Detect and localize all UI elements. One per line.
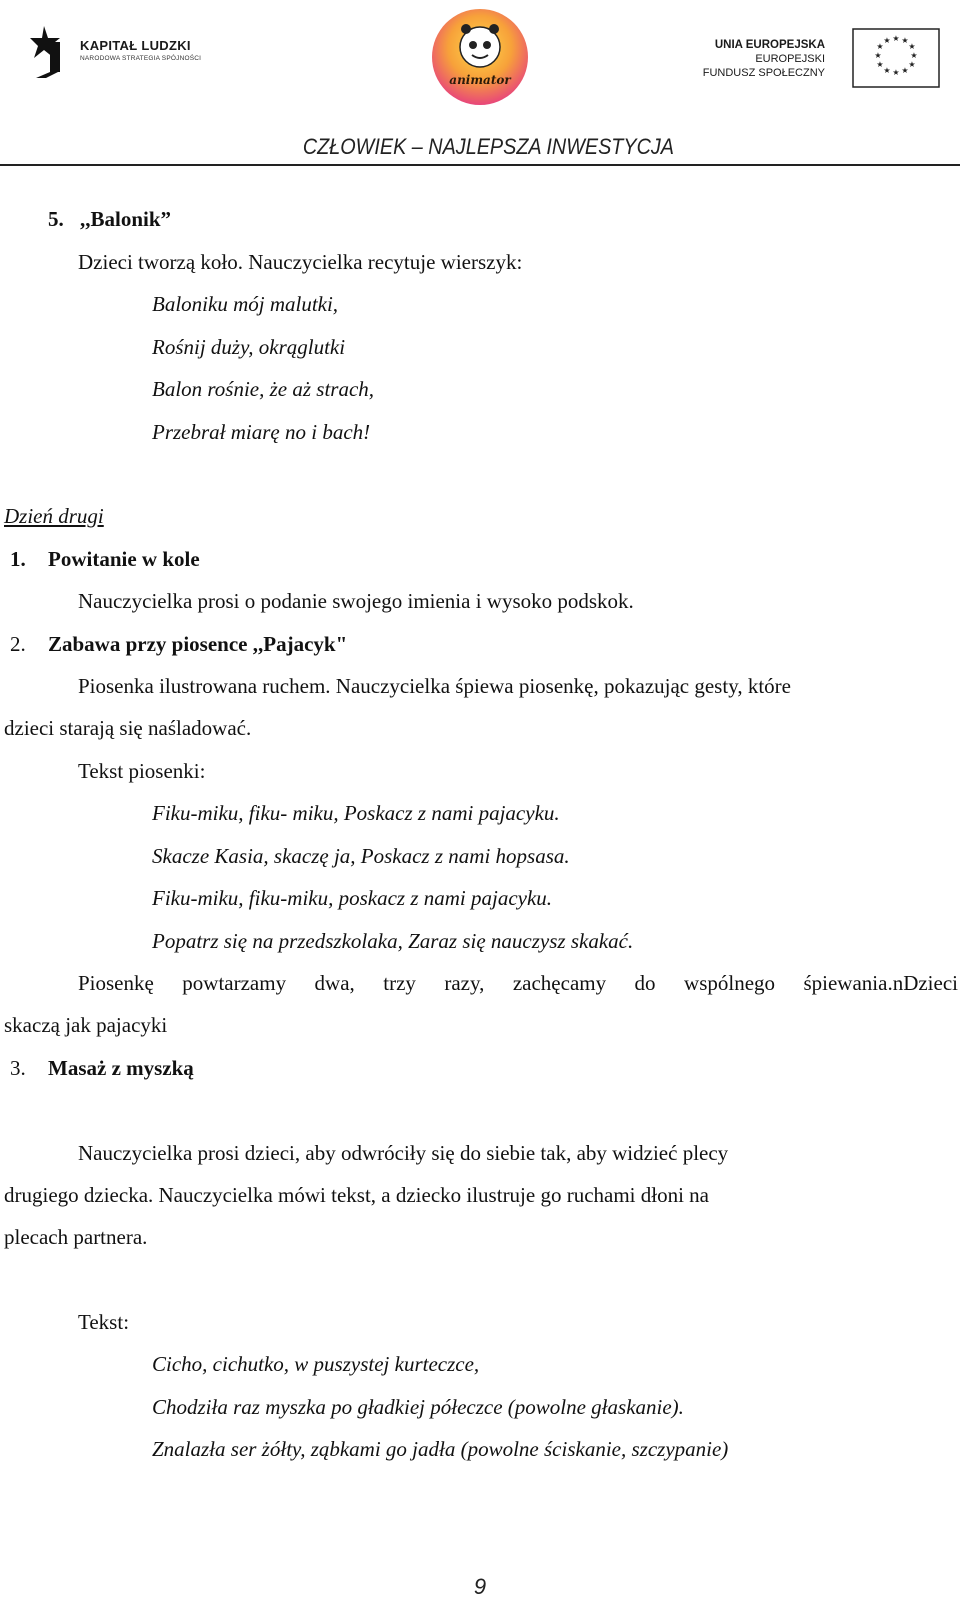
eu-line-1: UNIA EUROPEJSKA: [714, 39, 825, 51]
svg-text:★: ★: [883, 66, 891, 75]
svg-text:★: ★: [876, 42, 884, 51]
section-5-number: 5.: [48, 207, 64, 231]
eu-line-2: EUROPEJSKI: [755, 53, 825, 65]
item-1-number: 1.: [10, 547, 26, 571]
poem-line: Baloniku mój malutki,: [152, 292, 339, 316]
poem-line: Balon rośnie, że aż strach,: [152, 377, 375, 401]
poem-line: Rośnij duży, okrąglutki: [152, 335, 346, 359]
lyrics-line: Skacze Kasia, skaczę ja, Poskacz z nami hopsasa.: [152, 844, 570, 868]
animator-logo-text: animator: [449, 73, 511, 87]
kapital-ludzki-subtitle: NARODOWA STRATEGIA SPÓJNOŚCI: [80, 55, 202, 62]
svg-text:★: ★: [892, 34, 900, 43]
svg-text:★: ★: [901, 36, 909, 45]
item-3-title: Masaż z myszką: [48, 1056, 194, 1080]
eu-fund-label: [703, 38, 825, 80]
item-1-text: Nauczycielka prosi o podanie swojego imienia i wysoko podskok.: [78, 589, 634, 613]
item-2-after-line-2: skaczą jak pajacyki: [4, 1013, 168, 1037]
lyrics-line: Fiku-miku, fiku- miku, Poskacz z nami pajacyku.: [152, 801, 560, 825]
kapital-ludzki-title: KAPITAŁ LUDZKI: [80, 38, 191, 53]
item-3-number: 3.: [10, 1056, 26, 1080]
item-1-title: Powitanie w kole: [48, 547, 200, 571]
star-figure-icon: [28, 20, 74, 78]
page-number: 9: [473, 1574, 487, 1599]
section-5-intro: Dzieci tworzą koło. Nauczycielka recytuje wierszyk:: [78, 250, 523, 274]
item-3-text-line-2: drugiego dziecka. Nauczycielka mówi tekst, a dziecko ilustruje go ruchami dłoni na: [4, 1183, 710, 1207]
svg-text:★: ★: [908, 60, 916, 69]
item-2-text-line-1: Piosenka ilustrowana ruchem. Nauczycielka śpiewa piosenkę, pokazując gesty, które: [78, 674, 791, 698]
item-3-text-line-1: Nauczycielka prosi dzieci, aby odwróciły się do siebie tak, aby widzieć plecy: [78, 1141, 729, 1165]
item-3-text-label: Tekst:: [78, 1310, 130, 1334]
poem-line: Przebrał miarę no i bach!: [152, 420, 371, 444]
verse-line: Cicho, cichutko, w puszystej kurteczce,: [152, 1352, 480, 1376]
eu-line-3: FUNDUSZ SPOŁECZNY: [702, 67, 825, 79]
verse-line: Znalazła ser żółty, ząbkami go jadła (powolne ściskanie, szczypanie): [152, 1437, 729, 1461]
header-motto: CZŁOWIEK – NAJLEPSZA INWESTYCJA: [302, 134, 674, 159]
item-2-number: 2.: [10, 632, 26, 656]
verse-line: Chodziła raz myszka po gładkiej półeczce (powolne głaskanie).: [152, 1395, 684, 1419]
svg-text:★: ★: [883, 36, 891, 45]
eu-flag-icon: [852, 28, 940, 88]
item-2-after-line-1: Piosenkę powtarzamy dwa, trzy razy, zachęcamy do wspólnego śpiewania.nDzieci: [78, 971, 958, 995]
lyrics-line: Popatrz się na przedszkolaka, Zaraz się nauczysz skakać.: [152, 929, 634, 953]
item-2-title: Zabawa przy piosence ,,Pajacyk": [48, 632, 348, 656]
item-3-text-line-3: plecach partnera.: [4, 1225, 148, 1249]
animator-logo: [428, 5, 532, 109]
svg-text:★: ★: [892, 68, 900, 77]
kapital-ludzki-logo: [28, 20, 218, 82]
lyrics-label: Tekst piosenki:: [78, 759, 206, 783]
svg-text:★: ★: [876, 60, 884, 69]
lyrics-line: Fiku-miku, fiku-miku, poskacz z nami pajacyku.: [152, 886, 553, 910]
section-5-title: ,,Balonik”: [80, 207, 172, 231]
svg-text:★: ★: [901, 66, 909, 75]
svg-text:★: ★: [874, 51, 882, 60]
header-divider: [0, 164, 960, 166]
svg-text:★: ★: [908, 42, 916, 51]
day-two-heading: Dzień drugi: [4, 504, 104, 528]
svg-text:★: ★: [910, 51, 918, 60]
item-2-text-line-2: dzieci starają się naśladować.: [4, 716, 252, 740]
